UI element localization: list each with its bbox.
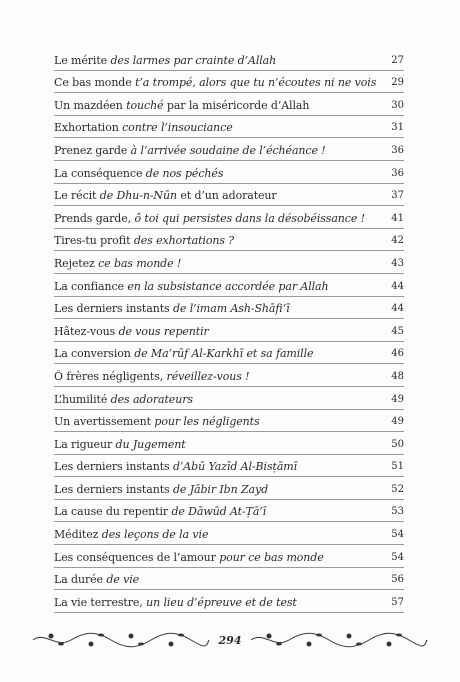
toc-entry-plain-text: Hâtez-vous	[54, 324, 119, 338]
page-number: 294	[218, 633, 242, 647]
toc-entry-title	[54, 99, 380, 112]
toc-entry-page-number: 36	[391, 167, 404, 179]
toc-entry-page-number: 37	[391, 190, 404, 202]
toc-entry-plain-text: Les derniers instants	[54, 460, 173, 474]
toc-entry-page-number: 49	[391, 416, 404, 428]
toc-entry-plain-text: La conversion	[54, 347, 135, 361]
toc-entry-italic-text: un lieu d’épreuve et de test	[146, 595, 297, 609]
toc-entry	[54, 432, 404, 455]
toc-entry-title	[54, 257, 380, 270]
toc-entry-title	[54, 528, 380, 541]
toc-entry	[54, 206, 404, 229]
toc-entry-plain-text: La conséquence	[54, 166, 146, 180]
toc-entry-title	[54, 347, 380, 360]
toc-entry-title	[54, 76, 380, 89]
toc-entry-plain-text: Rejetez	[54, 256, 99, 270]
toc-entry	[54, 229, 404, 252]
toc-entry-page-number: 48	[391, 370, 404, 382]
floral-ornament-right-icon	[249, 629, 429, 651]
toc-entry-tail-text: et d’un adorateur	[176, 189, 277, 203]
toc-entry	[54, 161, 404, 184]
toc-entry	[54, 342, 404, 365]
toc-entry-title	[54, 438, 380, 451]
toc-entry-plain-text: La confiance	[54, 279, 128, 293]
toc-entry-page-number: 56	[391, 574, 404, 586]
toc-entry	[54, 71, 404, 94]
toc-entry-title	[54, 505, 380, 518]
toc-entry-page-number: 41	[391, 212, 404, 224]
toc-entry-plain-text: L’humilité	[54, 392, 111, 406]
toc-entry	[54, 48, 404, 71]
toc-entry-italic-text: de Jābir Ibn Zayd	[172, 482, 269, 496]
toc-entry	[54, 138, 404, 161]
toc-entry-title	[54, 415, 380, 428]
toc-entry-page-number: 31	[391, 122, 404, 134]
toc-entry-title	[54, 393, 380, 406]
toc-entry-title	[54, 144, 380, 157]
table-of-contents	[54, 48, 404, 613]
toc-entry-italic-text: de vie	[106, 573, 140, 587]
toc-entry-italic-text: des adorateurs	[110, 392, 193, 406]
toc-entry-title	[54, 483, 380, 496]
toc-entry-title	[54, 54, 380, 67]
toc-entry-italic-text: ce bas monde !	[98, 256, 182, 270]
toc-entry-plain-text: La rigueur	[54, 437, 116, 451]
toc-entry	[54, 251, 404, 274]
toc-entry-plain-text: Exhortation	[54, 121, 123, 135]
toc-entry-plain-text: La cause du repentir	[54, 505, 172, 519]
toc-entry-page-number: 54	[391, 529, 404, 541]
toc-entry	[54, 477, 404, 500]
toc-entry-title	[54, 325, 380, 338]
toc-entry-title	[54, 370, 380, 383]
toc-entry-page-number: 42	[391, 235, 404, 247]
toc-entry-plain-text: Les conséquences de l’amour	[54, 550, 220, 564]
toc-entry	[54, 590, 404, 613]
toc-entry-title	[54, 573, 380, 586]
toc-entry-italic-text: réveillez-vous !	[166, 369, 250, 383]
toc-entry-italic-text: ô toi qui persistes dans la désobéissance !	[134, 211, 365, 225]
toc-entry-italic-text: du Jugement	[115, 437, 186, 451]
toc-entry-italic-text: en la subsistance accordée par Allah	[127, 279, 329, 293]
toc-entry	[54, 455, 404, 478]
toc-entry-italic-text: de l’imam Ash-Shāfi‘ī	[172, 302, 290, 316]
toc-entry-page-number: 27	[391, 54, 404, 66]
toc-entry-page-number: 46	[391, 348, 404, 360]
toc-entry-plain-text: Prenez garde	[54, 143, 131, 157]
toc-entry-italic-text: à l’arrivée soudaine de l’échéance !	[130, 143, 326, 157]
toc-entry	[54, 545, 404, 568]
toc-entry-page-number: 44	[391, 303, 404, 315]
toc-entry-title	[54, 234, 380, 247]
toc-entry-plain-text: Tires-tu profit	[54, 234, 134, 248]
toc-entry-plain-text: La vie terrestre,	[54, 595, 147, 609]
toc-entry-italic-text: pour ce bas monde	[219, 550, 324, 564]
toc-entry-page-number: 51	[391, 461, 404, 473]
toc-entry	[54, 500, 404, 523]
toc-entry-page-number: 50	[391, 438, 404, 450]
toc-entry-title	[54, 189, 380, 202]
toc-entry-title	[54, 212, 380, 225]
toc-entry-title	[54, 167, 380, 180]
toc-entry-italic-text: t’a trompé, alors que tu n’écoutes ni ne vois	[135, 76, 377, 90]
toc-entry-plain-text: Les derniers instants	[54, 302, 173, 316]
toc-entry-page-number: 43	[391, 257, 404, 269]
toc-entry-italic-text: d’Abū Yazīd Al-Bisṭāmī	[172, 460, 298, 474]
toc-entry-italic-text: de Dhu-n-Nūn	[99, 189, 177, 203]
toc-entry-italic-text: de vous repentir	[118, 324, 209, 338]
toc-entry-italic-text: pour les négligents	[154, 415, 260, 429]
toc-entry-plain-text: Le récit	[54, 189, 100, 203]
toc-entry	[54, 387, 404, 410]
toc-entry-italic-text: touché	[126, 98, 164, 112]
toc-entry-italic-text: de Dāwūd At-Ṭā’ī	[171, 505, 267, 519]
toc-entry-page-number: 45	[391, 325, 404, 337]
toc-entry-plain-text: Prends garde,	[54, 211, 135, 225]
toc-entry-page-number: 36	[391, 144, 404, 156]
toc-entry-title	[54, 121, 380, 134]
toc-entry-page-number: 29	[391, 77, 404, 89]
toc-entry-plain-text: Le mérite	[54, 53, 111, 67]
toc-entry-plain-text: Un mazdéen	[54, 98, 127, 112]
toc-entry	[54, 116, 404, 139]
toc-entry-title	[54, 302, 380, 315]
toc-entry	[54, 93, 404, 116]
toc-entry-title	[54, 460, 380, 473]
toc-entry	[54, 297, 404, 320]
toc-entry-page-number: 44	[391, 280, 404, 292]
toc-entry-page-number: 54	[391, 551, 404, 563]
toc-entry-title	[54, 551, 380, 564]
toc-entry-plain-text: Un avertissement	[54, 415, 155, 429]
toc-entry-page-number: 53	[391, 506, 404, 518]
toc-entry	[54, 364, 404, 387]
toc-entry-plain-text: Les derniers instants	[54, 482, 173, 496]
floral-ornament-left-icon	[31, 629, 211, 651]
toc-entry-page-number: 57	[391, 596, 404, 608]
toc-entry	[54, 522, 404, 545]
toc-entry-page-number: 52	[391, 483, 404, 495]
toc-entry-title	[54, 280, 380, 293]
toc-entry-page-number: 30	[391, 99, 404, 111]
toc-entry-plain-text: La durée	[54, 573, 107, 587]
toc-entry-plain-text: Méditez	[54, 528, 102, 542]
toc-entry-plain-text: Ô frères négligents,	[54, 369, 167, 383]
toc-entry-italic-text: des larmes par crainte d’Allah	[110, 53, 277, 67]
toc-entry-italic-text: des leçons de la vie	[101, 528, 209, 542]
toc-entry-title	[54, 596, 380, 609]
toc-entry	[54, 184, 404, 207]
toc-entry	[54, 319, 404, 342]
toc-entry	[54, 410, 404, 433]
toc-entry-plain-text: Ce bas monde	[54, 76, 136, 90]
page-footer	[20, 628, 440, 652]
toc-entry-italic-text: de Ma‘rūf Al-Karkhī et sa famille	[134, 347, 314, 361]
toc-entry-page-number: 49	[391, 393, 404, 405]
toc-entry	[54, 568, 404, 591]
toc-entry-italic-text: contre l’insouciance	[122, 121, 233, 135]
toc-entry-italic-text: de nos péchés	[145, 166, 224, 180]
toc-entry-italic-text: des exhortations ?	[133, 234, 235, 248]
toc-entry	[54, 274, 404, 297]
toc-entry-tail-text: par la miséricorde d’Allah	[163, 98, 310, 112]
